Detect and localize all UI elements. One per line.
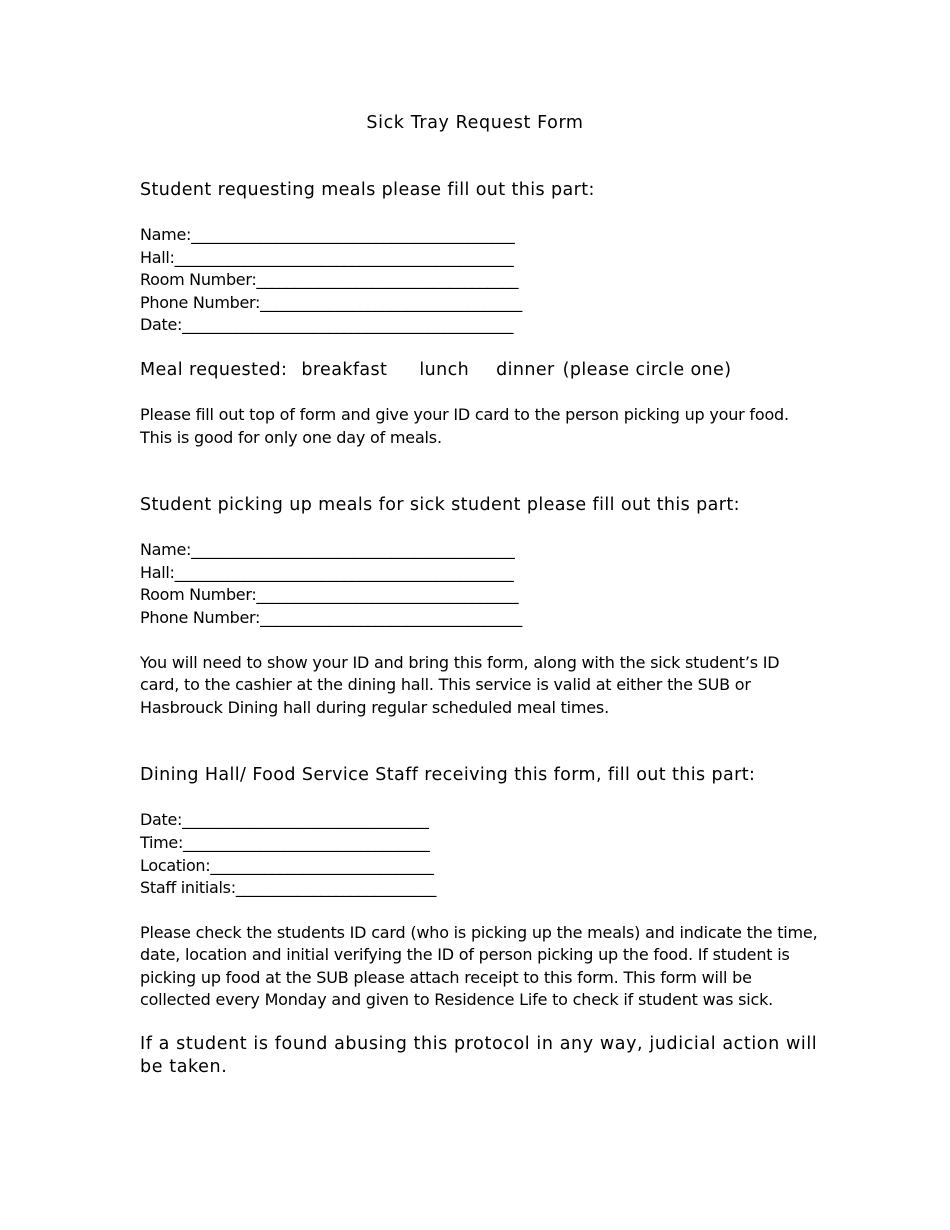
section-pickup-student xyxy=(140,493,820,719)
field-list xyxy=(140,539,820,629)
section-heading: Dining Hall/ Food Service Staff receiving this form, fill out this part: xyxy=(140,765,756,786)
form-body xyxy=(140,178,820,1079)
meal-request-row xyxy=(140,358,820,382)
room-number-field[interactable]: Room Number:__________________________________ xyxy=(140,270,519,290)
name-field[interactable]: Name:__________________________________________ xyxy=(140,225,515,244)
date-field[interactable]: Date:________________________________ xyxy=(140,810,429,830)
instructions-text: Please fill out top of form and give your ID card to the person picking up your food. This is good for only one day of meals. xyxy=(140,404,789,447)
phone-number-field[interactable]: Phone Number:__________________________________ xyxy=(140,607,522,627)
instructions-text: You will need to show your ID and bring this form, along with the sick student’s ID card, to the cashier at the dining hall. This service is valid at either the SUB or Hasbrouck Dining hall during regular scheduled meal times. xyxy=(140,652,780,717)
location-field[interactable]: Location:_____________________________ xyxy=(140,855,434,875)
name-field[interactable]: Name:__________________________________________ xyxy=(140,540,515,560)
section-heading: Student picking up meals for sick student please fill out this part: xyxy=(140,495,740,516)
section-requesting-student xyxy=(140,178,820,449)
warning-text: If a student is found abusing this protocol in any way, judicial action will be taken. xyxy=(140,1034,818,1078)
section-heading: Student requesting meals please fill out this part: xyxy=(140,180,595,200)
field-list xyxy=(140,224,820,337)
meal-note: (please circle one) xyxy=(562,359,732,380)
field-list xyxy=(140,809,820,899)
meal-option-breakfast[interactable]: breakfast xyxy=(301,359,388,380)
instructions-text: Please check the students ID card (who is picking up the meals) and indicate the time, date, location and initial verifying the ID of person picking up the food. If student is picking up food at the SUB please attach receipt to this form. This form will be collected every Monday and given to Residence Life to check if student was sick. xyxy=(140,922,818,1010)
date-field[interactable]: Date:___________________________________________ xyxy=(140,315,514,335)
phone-number-field[interactable]: Phone Number:__________________________________ xyxy=(140,292,522,312)
form-title: Sick Tray Request Form xyxy=(366,113,584,133)
meal-label: Meal requested: xyxy=(140,359,288,380)
hall-field[interactable]: Hall:____________________________________________ xyxy=(140,247,514,267)
room-number-field[interactable]: Room Number:__________________________________ xyxy=(140,585,519,605)
meal-option-dinner[interactable]: dinner xyxy=(496,359,555,380)
section-staff xyxy=(140,763,820,1012)
meal-option-lunch[interactable]: lunch xyxy=(419,359,470,380)
hall-field[interactable]: Hall:____________________________________________ xyxy=(140,562,514,582)
staff-initials-field[interactable]: Staff initials:__________________________ xyxy=(140,878,437,898)
time-field[interactable]: Time:________________________________ xyxy=(140,832,430,852)
